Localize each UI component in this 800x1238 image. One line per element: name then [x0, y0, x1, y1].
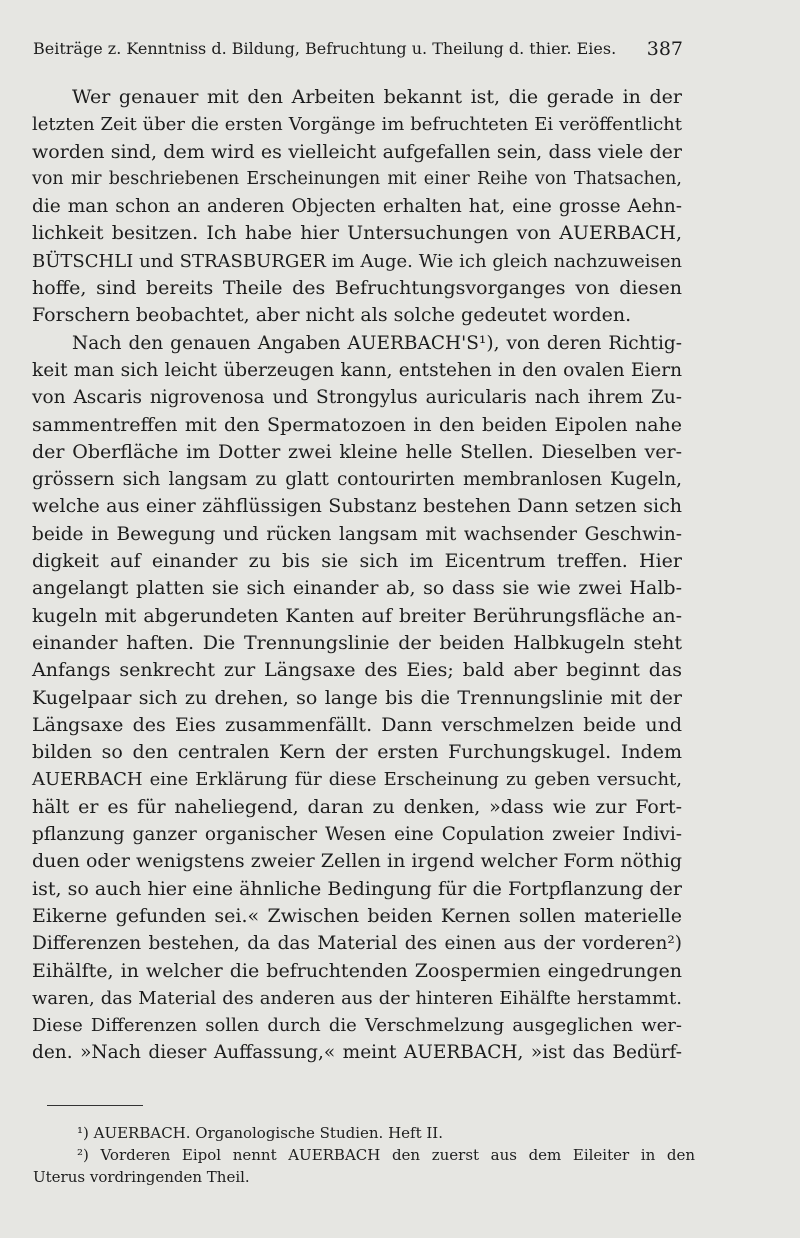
- text-line: Anfangs senkrecht zur Längsaxe des Eies; bald aber beginnt das: [32, 659, 682, 682]
- text-line: keit man sich leicht überzeugen kann, entstehen in den ovalen Eiern: [32, 359, 682, 381]
- text-line: von mir beschriebenen Erscheinungen mit einer Reihe von Thatsachen,: [32, 168, 682, 189]
- text-line: einander haften. Die Trennungslinie der beiden Halbkugeln steht: [32, 631, 682, 654]
- footnote-2-continued: Uterus vordringenden Theil.: [33, 1168, 250, 1186]
- body-text: [32, 84, 682, 1067]
- text-line: grössern sich langsam zu glatt contourirten membranlosen Kugeln,: [32, 469, 682, 491]
- text-line: pflanzung ganzer organischer Wesen eine Copulation zweier Indivi-: [32, 824, 682, 846]
- text-line: ist, so auch hier eine ähnliche Bedingung für die Fortpflanzung der: [32, 877, 682, 900]
- footnote-2: ²) Vorderen Eipol nennt AUERBACH den zuerst aus dem Eileiter in den: [77, 1146, 695, 1164]
- text-line: digkeit auf einander zu bis sie sich im Eicentrum treffen. Hier: [32, 550, 682, 573]
- text-line: letzten Zeit über die ersten Vorgänge im befruchteten Ei veröffentlicht: [32, 114, 682, 136]
- text-line: AUERBACH eine Erklärung für diese Erscheinung zu geben versucht,: [32, 769, 682, 791]
- text-line: Nach den genauen Angaben AUERBACH'S¹), von deren Richtig-: [72, 332, 682, 354]
- page-header: [33, 34, 683, 64]
- text-line: angelangt platten sie sich einander ab, so dass sie wie zwei Halb-: [32, 577, 682, 600]
- text-line: sammentreffen mit den Spermatozoen in den beiden Eipolen nahe: [32, 413, 682, 436]
- text-line: die man schon an anderen Objecten erhalten hat, eine grosse Aehn-: [32, 196, 682, 218]
- text-line: BÜTSCHLI und STRASBURGER im Auge. Wie ich gleich nachzuweisen: [32, 250, 682, 272]
- text-line: beide in Bewegung und rücken langsam mit wachsender Geschwin-: [32, 523, 682, 545]
- text-line: Wer genauer mit den Arbeiten bekannt ist, die gerade in der: [72, 86, 682, 108]
- text-line: den. »Nach dieser Auffassung,« meint AUERBACH, »ist das Bedürf-: [32, 1042, 682, 1064]
- text-line: lichkeit besitzen. Ich habe hier Untersuchungen von AUERBACH,: [32, 222, 682, 245]
- text-line: Längsaxe des Eies zusammenfällt. Dann verschmelzen beide und: [32, 713, 682, 736]
- text-line: Eikerne gefunden sei.« Zwischen beiden Kernen sollen materielle: [32, 904, 682, 927]
- footnote-divider: [47, 1105, 143, 1106]
- text-line: hält er es für naheliegend, daran zu denken, »dass wie zur Fort-: [32, 795, 682, 818]
- footnote-1: ¹) AUERBACH. Organologische Studien. Heft II.: [77, 1124, 443, 1142]
- text-line: der Oberfläche im Dotter zwei kleine helle Stellen. Dieselben ver-: [32, 440, 682, 463]
- page-number: 387: [646, 38, 683, 60]
- text-line: kugeln mit abgerundeten Kanten auf breiter Berührungsfläche an-: [32, 604, 682, 627]
- text-line: worden sind, dem wird es vielleicht aufgefallen sein, dass viele der: [32, 140, 682, 163]
- running-title: Beiträge z. Kenntniss d. Bildung, Befruchtung u. Theilung d. thier. Eies.: [33, 39, 617, 58]
- text-line: Kugelpaar sich zu drehen, so lange bis die Trennungslinie mit der: [32, 686, 682, 709]
- text-line: bilden so den centralen Kern der ersten Furchungskugel. Indem: [32, 741, 682, 764]
- text-line: Differenzen bestehen, da das Material des einen aus der vorderen²): [32, 933, 682, 955]
- text-line: waren, das Material des anderen aus der hinteren Eihälfte herstammt.: [32, 987, 682, 1009]
- text-line: Forschern beobachtet, aber nicht als solche gedeutet worden.: [32, 304, 632, 327]
- text-line: Eihälfte, in welcher die befruchtenden Zoospermien eingedrungen: [32, 959, 682, 982]
- text-line: von Ascaris nigrovenosa und Strongylus auricularis nach ihrem Zu-: [32, 387, 682, 409]
- text-line: duen oder wenigstens zweier Zellen in irgend welcher Form nöthig: [32, 850, 682, 873]
- text-line: hoffe, sind bereits Theile des Befruchtungsvorganges von diesen: [32, 277, 682, 300]
- footnotes: [33, 1122, 695, 1188]
- text-line: welche aus einer zähflüssigen Substanz bestehen Dann setzen sich: [32, 495, 682, 518]
- text-line: Diese Differenzen sollen durch die Verschmelzung ausgeglichen wer-: [32, 1015, 682, 1037]
